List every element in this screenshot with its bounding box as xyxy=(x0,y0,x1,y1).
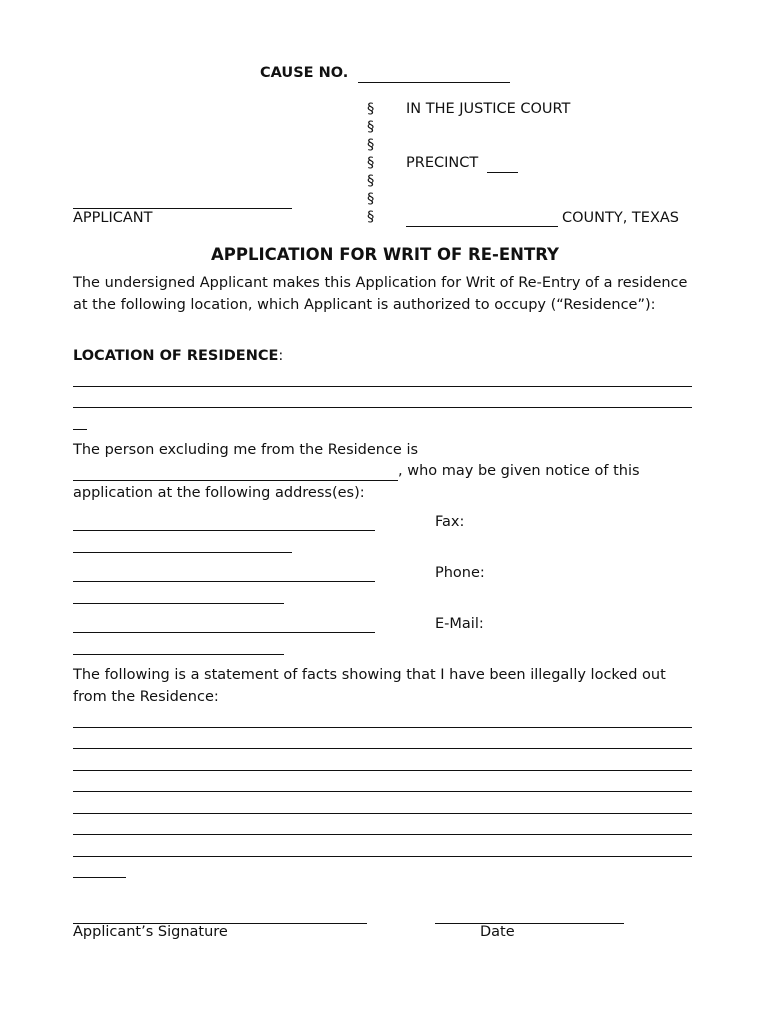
section-symbol: § xyxy=(367,173,375,189)
facts-line[interactable] xyxy=(73,727,692,728)
precinct-blank[interactable] xyxy=(487,172,518,173)
facts-line[interactable] xyxy=(73,856,692,857)
location-heading xyxy=(73,349,283,364)
location-line[interactable] xyxy=(73,407,692,408)
intro-paragraph: The undersigned Applicant makes this Application for Writ of Re-Entry of a residence at the following location, which Applicant is authorized to occupy (“Residence”): xyxy=(73,275,688,313)
facts-line[interactable] xyxy=(73,813,692,814)
address-line[interactable] xyxy=(73,530,375,531)
court-name: IN THE JUSTICE COURT xyxy=(406,101,571,117)
cause-number-blank[interactable] xyxy=(358,82,510,83)
location-line[interactable] xyxy=(73,386,692,387)
facts-line[interactable] xyxy=(73,877,126,878)
applicant-name-blank[interactable] xyxy=(73,208,292,209)
phone-label: Phone: xyxy=(435,565,485,581)
date-label: Date xyxy=(480,924,515,940)
excluding-text: The person excluding me from the Residence is xyxy=(73,442,419,458)
cause-number-label: CAUSE NO. xyxy=(260,65,349,81)
section-symbol: § xyxy=(367,191,375,207)
section-symbol: § xyxy=(367,101,375,117)
facts-line[interactable] xyxy=(73,834,692,835)
applicant-label: APPLICANT xyxy=(73,210,153,226)
facts-line[interactable] xyxy=(73,748,692,749)
section-symbol: § xyxy=(367,155,375,171)
section-symbol: § xyxy=(367,119,375,135)
address-line[interactable] xyxy=(73,632,375,633)
section-symbol: § xyxy=(367,209,375,225)
document-title: APPLICATION FOR WRIT OF RE-ENTRY xyxy=(211,245,559,264)
email-label: E-Mail: xyxy=(435,616,484,632)
address-line[interactable] xyxy=(73,581,375,582)
address-line[interactable] xyxy=(73,552,292,553)
location-label: LOCATION OF RESIDENCE xyxy=(73,348,279,364)
location-colon: : xyxy=(278,348,284,364)
county-label: COUNTY, TEXAS xyxy=(562,210,680,226)
signature-label: Applicant’s Signature xyxy=(73,924,228,940)
address-line[interactable] xyxy=(73,654,284,655)
county-blank[interactable] xyxy=(406,226,558,227)
notice-text: , who may be given notice of this xyxy=(398,463,640,479)
facts-line[interactable] xyxy=(73,791,692,792)
location-line[interactable] xyxy=(73,429,87,430)
date-line[interactable] xyxy=(435,923,624,924)
fax-label: Fax: xyxy=(435,514,465,530)
address-text: application at the following address(es): xyxy=(73,485,365,501)
facts-line[interactable] xyxy=(73,770,692,771)
address-line[interactable] xyxy=(73,603,284,604)
facts-paragraph: The following is a statement of facts showing that I have been illegally locked out from the Residence: xyxy=(73,667,666,705)
precinct-label: PRECINCT xyxy=(406,155,479,171)
section-symbol: § xyxy=(367,137,375,153)
excluding-person-blank[interactable] xyxy=(73,480,398,481)
